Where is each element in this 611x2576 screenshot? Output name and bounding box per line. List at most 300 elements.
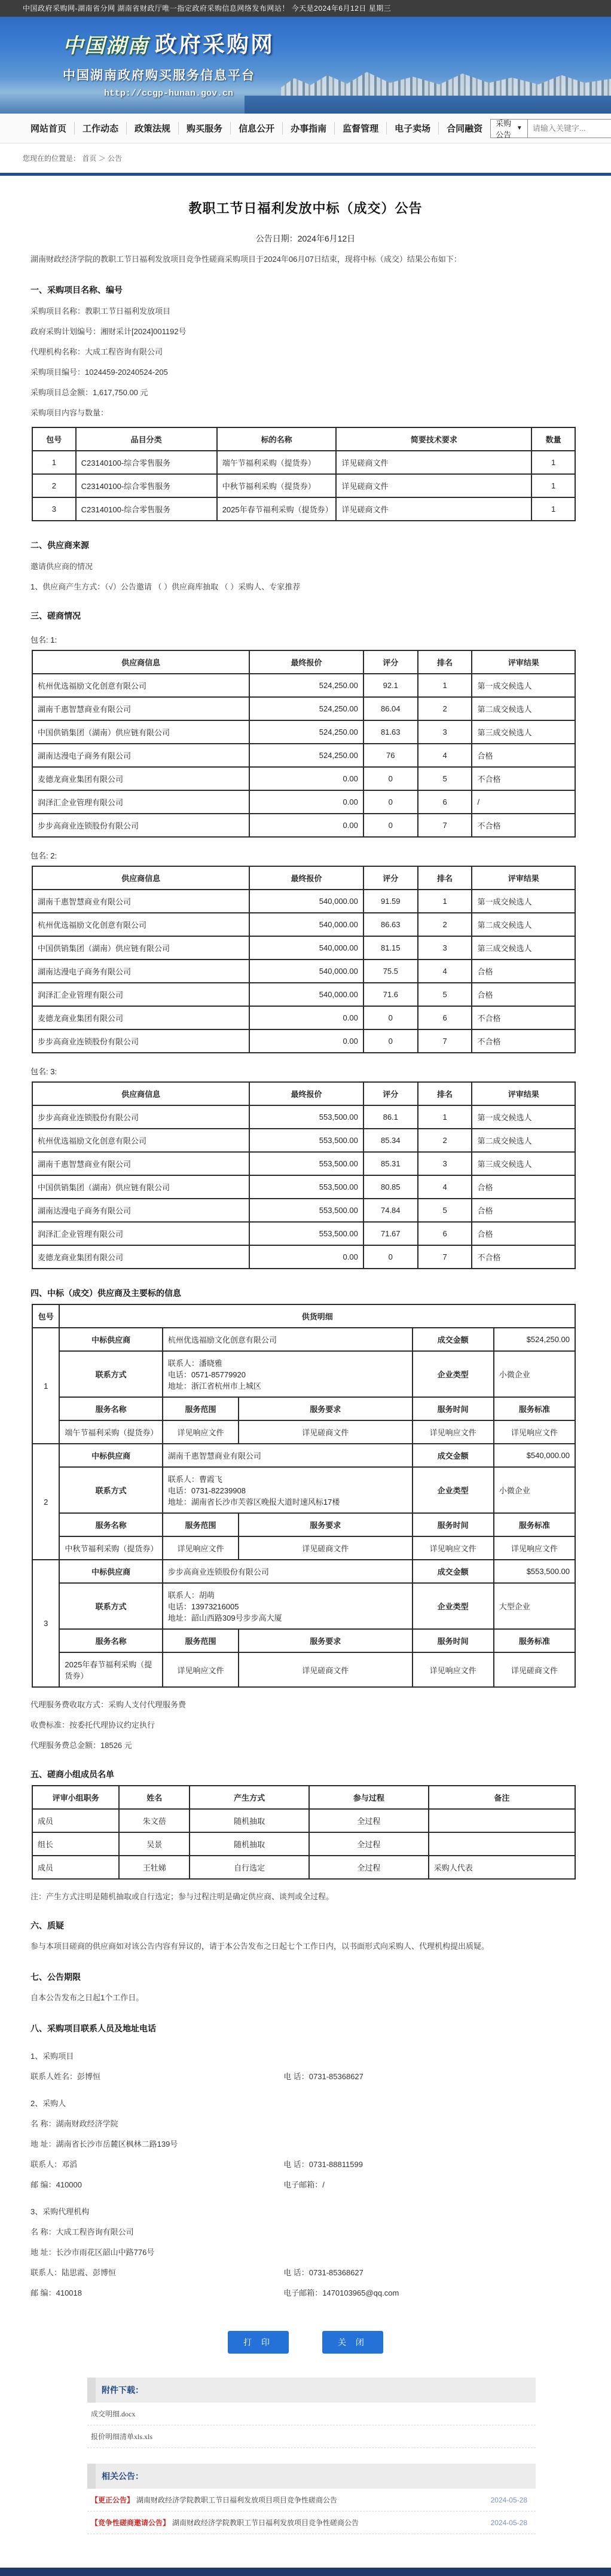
deal-amount: $540,000.00 (494, 1444, 575, 1467)
column-header: 产生方式 (190, 1786, 309, 1809)
contact-row: 名 称：湖南财政经济学院 (30, 2119, 118, 2129)
info-line: 收费标准：按委托代理协议约定执行 (30, 1721, 155, 1730)
intro-paragraph: 湖南财政经济学院的教职工节日福利发放项目竞争性磋商采购项目于2024年06月07日结束，现将中标（成交）结果公布如下： (30, 255, 462, 264)
contact-block-title: 3、采购代理机构 (30, 2207, 90, 2217)
table-row (32, 913, 575, 936)
final-price: 524,250.00 (249, 744, 363, 767)
package-1-evaluation-table (32, 650, 576, 838)
rank: 4 (418, 959, 472, 983)
announcement-tag: 【更正公告】 (91, 2496, 135, 2505)
contact-label: 联系方式 (59, 1583, 163, 1629)
table-row (32, 1652, 575, 1687)
rank: 3 (418, 720, 472, 744)
supplier-name: 杭州优选福励文化创意有限公司 (32, 1129, 249, 1152)
winner-contact: 联系人：胡萌 电话：13973216005 地址：韶山西路309号步步高大厦 (163, 1583, 413, 1629)
rank: 3 (418, 1152, 472, 1175)
package-2-label: 包名: 2: (30, 851, 57, 861)
supplier-name: 麦德龙商业集团有限公司 (32, 767, 249, 790)
review-result: 不合格 (472, 814, 575, 837)
top-notice-bar (0, 0, 611, 17)
contact-row: 联系人姓名：彭博恒 电 话：0731-85368627 (30, 2072, 363, 2082)
agency-fee-lines (30, 1698, 581, 1750)
package-no: 2 (32, 1444, 59, 1560)
section-4-heading: 四、中标（成交）供应商及主要标的信息 (30, 1288, 181, 1298)
score: 74.84 (363, 1199, 418, 1222)
search-input[interactable] (528, 119, 611, 138)
service-name: 中秋节福利采购（提货券） (59, 1536, 163, 1560)
site-logo (63, 26, 274, 99)
service-req: 详见磋商文件 (239, 1652, 413, 1687)
column-header: 品目分类 (76, 427, 217, 451)
section-2-heading: 二、供应商来源 (30, 540, 89, 551)
announcement-link-text: 湖南财政经济学院教职工节日福利发放项目项目竞争性磋商公告 (136, 2496, 338, 2505)
table-row (32, 1536, 575, 1560)
table-row (32, 1397, 575, 1420)
supplier-name: 湖南千惠智慧商业有限公司 (32, 890, 249, 913)
section-6-heading: 六、质疑 (30, 1921, 64, 1931)
contact-agency (30, 2205, 581, 2298)
score: 86.04 (363, 697, 418, 720)
table-row (32, 1245, 575, 1269)
score: 71.6 (363, 983, 418, 1006)
column-header: 最终报价 (249, 1082, 363, 1105)
service-time-label: 服务时间 (413, 1629, 494, 1652)
selection-method: 随机抽取 (190, 1832, 309, 1856)
contact-row: 地 址：长沙市雨花区韶山中路776号 (30, 2248, 155, 2257)
package-no: 1 (32, 451, 76, 474)
table-row (32, 1328, 575, 1351)
table-row (32, 959, 575, 983)
score: 86.63 (363, 913, 418, 936)
table-row (32, 1105, 575, 1129)
winner-label: 中标供应商 (59, 1444, 163, 1467)
supplier-name: 中国供销集团（湖南）供应链有限公司 (32, 936, 249, 959)
section-8-heading: 八、采购项目联系人员及地址电话 (30, 2024, 156, 2034)
logo-calligraphy-text: 中国湖南 (63, 35, 149, 57)
participation: 全过程 (309, 1856, 429, 1879)
enterprise-type-label: 企业类型 (413, 1583, 494, 1629)
info-line: 代理服务费收取方式：采购人支付代理服务费 (30, 1700, 187, 1710)
item-category: C23140100-综合零售服务 (76, 474, 217, 497)
table-row (32, 1199, 575, 1222)
table-row (32, 936, 575, 959)
panel-role: 成员 (32, 1856, 119, 1879)
table-row (32, 497, 575, 521)
final-price: 540,000.00 (249, 983, 363, 1006)
remark (429, 1809, 575, 1832)
final-price: 553,500.00 (249, 1175, 363, 1199)
service-req-label: 服务要求 (239, 1629, 413, 1652)
service-time-label: 服务时间 (413, 1397, 494, 1420)
column-header: 评审结果 (472, 650, 575, 674)
table-row (32, 697, 575, 720)
table-row (32, 1175, 575, 1199)
table-row (32, 1629, 575, 1652)
package-3-evaluation-table (32, 1081, 576, 1269)
winner-supplier: 湖南千惠智慧商业有限公司 (163, 1444, 413, 1467)
close-button[interactable]: 关 闭 (322, 2331, 383, 2354)
nav-item[interactable]: 信息公开 (231, 122, 283, 135)
announcement-body (30, 198, 581, 2540)
amount-label: 成交金额 (413, 1328, 494, 1351)
supplier-name: 杭州优选福励文化创意有限公司 (32, 913, 249, 936)
contact-project (30, 2050, 581, 2082)
amount-label: 成交金额 (413, 1560, 494, 1583)
city-skyline-image (281, 66, 611, 97)
search-category-select[interactable] (490, 119, 528, 138)
item-name: 端午节福利采购（提货券） (217, 451, 337, 474)
service-std-label: 服务标准 (494, 1513, 575, 1536)
column-header: 评审结果 (472, 866, 575, 890)
rank: 5 (418, 983, 472, 1006)
nav-menu (23, 122, 490, 135)
nav-item[interactable]: 购买服务 (179, 122, 231, 135)
package-2-evaluation-table (32, 866, 576, 1053)
final-price: 540,000.00 (249, 936, 363, 959)
remark (429, 1832, 575, 1856)
tech-requirement: 详见磋商文件 (336, 451, 531, 474)
contact-label: 联系方式 (59, 1467, 163, 1513)
rank: 4 (418, 744, 472, 767)
service-name: 端午节福利采购（提货券） (59, 1420, 163, 1444)
announcement-link-text: 湖南财政经济学院教职工节日福利发放项目竞争性磋商公告 (172, 2519, 359, 2528)
announcement-date: 2024-05-28 (490, 2495, 527, 2504)
review-result: 合格 (472, 1222, 575, 1245)
rank: 1 (418, 674, 472, 697)
table-row (32, 1856, 575, 1879)
enterprise-type: 小微企业 (494, 1467, 575, 1513)
score: 91.59 (363, 890, 418, 913)
column-header: 姓名 (119, 1786, 190, 1809)
review-result: 第一成交候选人 (472, 674, 575, 697)
section-1-heading: 一、采购项目名称、编号 (30, 285, 123, 295)
related-announcements-box (87, 2464, 536, 2534)
nav-item[interactable]: 工作动态 (75, 122, 127, 135)
review-result: 第三成交候选人 (472, 720, 575, 744)
supplier-name: 湖南达漫电子商务有限公司 (32, 744, 249, 767)
panel-name: 朱文蓓 (119, 1809, 190, 1832)
breadcrumb-prefix: 您现在的位置是： (23, 154, 81, 163)
contact-row: 联系人：陆思霞、彭博恒 电 话：0731-85368627 (30, 2268, 363, 2278)
review-result: 第二成交候选人 (472, 697, 575, 720)
main-nav (0, 114, 611, 143)
nav-item[interactable]: 网站首页 (23, 122, 75, 135)
site-banner (0, 17, 611, 114)
deal-amount: $524,250.00 (494, 1328, 575, 1351)
column-header: 排名 (418, 866, 472, 890)
final-price: 524,250.00 (249, 674, 363, 697)
contact-block-title: 1、采购项目 (30, 2052, 74, 2061)
final-price: 0.00 (249, 767, 363, 790)
service-std: 详见响应文件 (494, 1536, 575, 1560)
item-category: C23140100-综合零售服务 (76, 497, 217, 521)
table-row (32, 1832, 575, 1856)
final-price: 0.00 (249, 1029, 363, 1053)
table-row (32, 674, 575, 697)
service-time: 详见响应文件 (413, 1536, 494, 1560)
service-scope-label: 服务范围 (163, 1397, 239, 1420)
winner-contact: 联系人：曹霞飞 电话：0731-82239908 地址：湖南省长沙市芙蓉区晚报大道时速风标17楼 (163, 1467, 413, 1513)
service-req: 详见磋商文件 (239, 1536, 413, 1560)
review-result: 不合格 (472, 767, 575, 790)
supplier-name: 润泽汇企业管理有限公司 (32, 983, 249, 1006)
table-row (32, 1467, 575, 1513)
service-time: 详见响应文件 (413, 1652, 494, 1687)
search-box (490, 119, 611, 138)
supplier-name: 润泽汇企业管理有限公司 (32, 790, 249, 814)
rank: 4 (418, 1175, 472, 1199)
score: 0 (363, 814, 418, 837)
participation: 全过程 (309, 1809, 429, 1832)
review-result: 合格 (472, 959, 575, 983)
column-header: 排名 (418, 650, 472, 674)
winner-label: 中标供应商 (59, 1328, 163, 1351)
service-name-label: 服务名称 (59, 1397, 163, 1420)
attachment-file-link[interactable]: 报价明细清单xls.xls (87, 2425, 536, 2448)
info-line: 邀请供应商的情况 (30, 562, 93, 572)
table-row (32, 1351, 575, 1397)
score: 0 (363, 1029, 418, 1053)
column-header: 最终报价 (249, 866, 363, 890)
notice-period-text: 自本公告发布之日起1个工作日。 (30, 1993, 144, 2003)
print-button[interactable]: 打 印 (228, 2331, 289, 2354)
table-row (32, 744, 575, 767)
rank: 7 (418, 1029, 472, 1053)
final-price: 540,000.00 (249, 959, 363, 983)
section-7-heading: 七、公告期限 (30, 1972, 81, 1982)
column-header: 标的名称 (217, 427, 337, 451)
rank: 6 (418, 1222, 472, 1245)
review-result: 合格 (472, 1199, 575, 1222)
service-name-label: 服务名称 (59, 1629, 163, 1652)
contact-row: 邮 编：410000 电子邮箱：/ (30, 2180, 325, 2190)
service-scope-label: 服务范围 (163, 1629, 239, 1652)
supplier-name: 步步高商业连锁股份有限公司 (32, 1105, 249, 1129)
supplier-name: 麦德龙商业集团有限公司 (32, 1006, 249, 1029)
package-3-label: 包名: 3: (30, 1067, 57, 1077)
package-1-label: 包名: 1: (30, 635, 57, 645)
section-3-heading: 三、磋商情况 (30, 611, 81, 621)
breadcrumb-home-link[interactable]: 首页 (82, 154, 97, 163)
package-no: 2 (32, 474, 76, 497)
enterprise-type-label: 企业类型 (413, 1351, 494, 1397)
info-line: 采购项目内容与数量： (30, 408, 109, 418)
supplier-name: 润泽汇企业管理有限公司 (32, 1222, 249, 1245)
table-row (32, 983, 575, 1006)
rank: 7 (418, 814, 472, 837)
column-header: 供货明细 (59, 1304, 575, 1328)
quantity: 1 (531, 497, 575, 521)
table-row (32, 474, 575, 497)
info-line: 1、供应商产生方式：（√）公告邀请 （ ）供应商库抽取 （ ）采购人、专家推荐 (30, 582, 301, 592)
service-time: 详见响应文件 (413, 1420, 494, 1444)
table-row (32, 790, 575, 814)
enterprise-type: 小微企业 (494, 1351, 575, 1397)
table-row (32, 1444, 575, 1467)
final-price: 540,000.00 (249, 913, 363, 936)
rank: 2 (418, 913, 472, 936)
final-price: 553,500.00 (249, 1152, 363, 1175)
final-price: 524,250.00 (249, 720, 363, 744)
amount-label: 成交金额 (413, 1444, 494, 1467)
top-notice-text: 中国政府采购网-湖南省分网 湖南省财政厅唯一指定政府采购信息网络发布网站！ 今天是2024年6月12日 星期三 (23, 4, 392, 13)
review-result: 合格 (472, 983, 575, 1006)
package-no: 1 (32, 1328, 59, 1444)
score: 0 (363, 767, 418, 790)
attachments-title: 附件下载： (87, 2378, 536, 2403)
service-req-label: 服务要求 (239, 1397, 413, 1420)
nav-item[interactable]: 办事指南 (283, 122, 335, 135)
service-scope-label: 服务范围 (163, 1513, 239, 1536)
action-buttons (30, 2331, 581, 2354)
final-price: 553,500.00 (249, 1129, 363, 1152)
contact-row: 邮 编：410018 电子邮箱：1470103965@qq.com (30, 2288, 399, 2298)
column-header: 评分 (363, 1082, 418, 1105)
table-row (32, 1006, 575, 1029)
final-price: 0.00 (249, 1006, 363, 1029)
related-announcement-link[interactable] (87, 2511, 536, 2534)
final-price: 524,250.00 (249, 697, 363, 720)
rank: 6 (418, 790, 472, 814)
contact-row: 名 称：大成工程咨询有限公司 (30, 2227, 134, 2237)
column-header: 参与过程 (309, 1786, 429, 1809)
table-row (32, 814, 575, 837)
info-line: 采购项目总金额：1,617,750.00 元 (30, 388, 148, 398)
supplier-name: 杭州优选福励文化创意有限公司 (32, 674, 249, 697)
table-row (32, 890, 575, 913)
participation: 全过程 (309, 1832, 429, 1856)
nav-item[interactable]: 合同融资 (447, 124, 483, 134)
info-line: 代理服务费总金额：18526 元 (30, 1741, 132, 1750)
nav-item[interactable]: 监督管理 (335, 122, 387, 135)
service-std: 详见磋商文件 (494, 1652, 575, 1687)
panel-name: 王牡娣 (119, 1856, 190, 1879)
section-5-heading: 五、磋商小组成员名单 (30, 1770, 114, 1780)
column-header: 评审小组职务 (32, 1786, 119, 1809)
breadcrumb (0, 143, 611, 173)
review-result: 不合格 (472, 1006, 575, 1029)
service-scope: 详见响应文件 (163, 1536, 239, 1560)
winner-contact: 联系人：潘晓雅 电话：0571-85779920 地址：浙江省杭州市上城区 (163, 1351, 413, 1397)
service-req-label: 服务要求 (239, 1513, 413, 1536)
panel-name: 吴景 (119, 1832, 190, 1856)
enterprise-type-label: 企业类型 (413, 1467, 494, 1513)
breadcrumb-current[interactable]: 公告 (108, 154, 123, 163)
logo-main-text: 政府采购网 (155, 32, 274, 57)
table-row (32, 1029, 575, 1053)
supplier-name: 中国供销集团（湖南）供应链有限公司 (32, 1175, 249, 1199)
final-price: 553,500.00 (249, 1199, 363, 1222)
service-std-label: 服务标准 (494, 1397, 575, 1420)
final-price: 553,500.00 (249, 1222, 363, 1245)
final-price: 0.00 (249, 1245, 363, 1269)
score: 71.67 (363, 1222, 418, 1245)
remark: 采购人代表 (429, 1856, 575, 1879)
column-header: 简要技术要求 (336, 427, 531, 451)
deal-amount: $553,500.00 (494, 1560, 575, 1583)
column-header: 最终报价 (249, 650, 363, 674)
table-row (32, 451, 575, 474)
rank: 3 (418, 936, 472, 959)
attachment-file-link[interactable]: 成交明细.docx (87, 2403, 536, 2425)
related-announcement-link[interactable] (87, 2489, 536, 2511)
score: 75.5 (363, 959, 418, 983)
review-result: 合格 (472, 744, 575, 767)
rank: 6 (418, 1006, 472, 1029)
supplier-name: 步步高商业连锁股份有限公司 (32, 1029, 249, 1053)
column-header: 评分 (363, 650, 418, 674)
column-header: 备注 (429, 1786, 575, 1809)
review-result: 第一成交候选人 (472, 1105, 575, 1129)
rank: 1 (418, 890, 472, 913)
item-name: 2025年春节福利采购（提货券） (217, 497, 337, 521)
rank: 2 (418, 1129, 472, 1152)
supplier-name: 湖南千惠智慧商业有限公司 (32, 697, 249, 720)
service-name-label: 服务名称 (59, 1513, 163, 1536)
column-header: 供应商信息 (32, 650, 249, 674)
score: 85.31 (363, 1152, 418, 1175)
info-line: 采购项目名称：教职工节日福利发放项目 (30, 307, 171, 316)
table-row (32, 1583, 575, 1629)
quantity: 1 (531, 474, 575, 497)
site-url: http://ccgp-hunan.gov.cn (103, 88, 234, 99)
section-divider (0, 173, 611, 176)
final-price: 0.00 (249, 790, 363, 814)
column-header: 数量 (531, 427, 575, 451)
breadcrumb-separator: ＞ (98, 154, 106, 163)
column-header: 排名 (418, 1082, 472, 1105)
quantity: 1 (531, 451, 575, 474)
page-footer-bar (0, 2568, 611, 2576)
related-title: 相关公告： (87, 2464, 536, 2489)
supplier-name: 步步高商业连锁股份有限公司 (32, 814, 249, 837)
project-items-table (32, 427, 576, 521)
site-subtitle: 中国湖南政府购买服务信息平台 (63, 69, 255, 82)
panel-note: 注：产生方式注明是随机抽取或自行选定；参与过程注明是确定供应商、谈判或全过程。 (30, 1892, 334, 1902)
announcement-tag: 【竞争性磋商邀请公告】 (91, 2519, 170, 2528)
review-result: 第一成交候选人 (472, 890, 575, 913)
service-time-label: 服务时间 (413, 1513, 494, 1536)
column-header: 包号 (32, 427, 76, 451)
supplier-name: 湖南达漫电子商务有限公司 (32, 959, 249, 983)
score: 80.85 (363, 1175, 418, 1199)
panel-members-table (32, 1785, 576, 1880)
column-header: 评分 (363, 866, 418, 890)
selection-method: 随机抽取 (190, 1809, 309, 1832)
score: 81.63 (363, 720, 418, 744)
section-2-lines (30, 560, 581, 592)
nav-item[interactable]: 政策法规 (127, 122, 179, 135)
package-no: 3 (32, 497, 76, 521)
service-name: 2025年春节福利采购（提货券） (59, 1652, 163, 1687)
panel-role: 组长 (32, 1832, 119, 1856)
review-result: / (472, 790, 575, 814)
chevron-down-icon: ▼ (516, 125, 523, 132)
service-scope: 详见响应文件 (163, 1652, 239, 1687)
review-result: 第三成交候选人 (472, 1152, 575, 1175)
score: 76 (363, 744, 418, 767)
table-row (32, 720, 575, 744)
table-row (32, 1513, 575, 1536)
nav-item[interactable]: 电子卖场 (387, 122, 439, 135)
rank: 1 (418, 1105, 472, 1129)
score: 85.34 (363, 1129, 418, 1152)
enterprise-type: 大型企业 (494, 1583, 575, 1629)
contact-purchaser (30, 2097, 581, 2190)
supplier-name: 湖南千惠智慧商业有限公司 (32, 1152, 249, 1175)
rank: 5 (418, 767, 472, 790)
table-row (32, 767, 575, 790)
